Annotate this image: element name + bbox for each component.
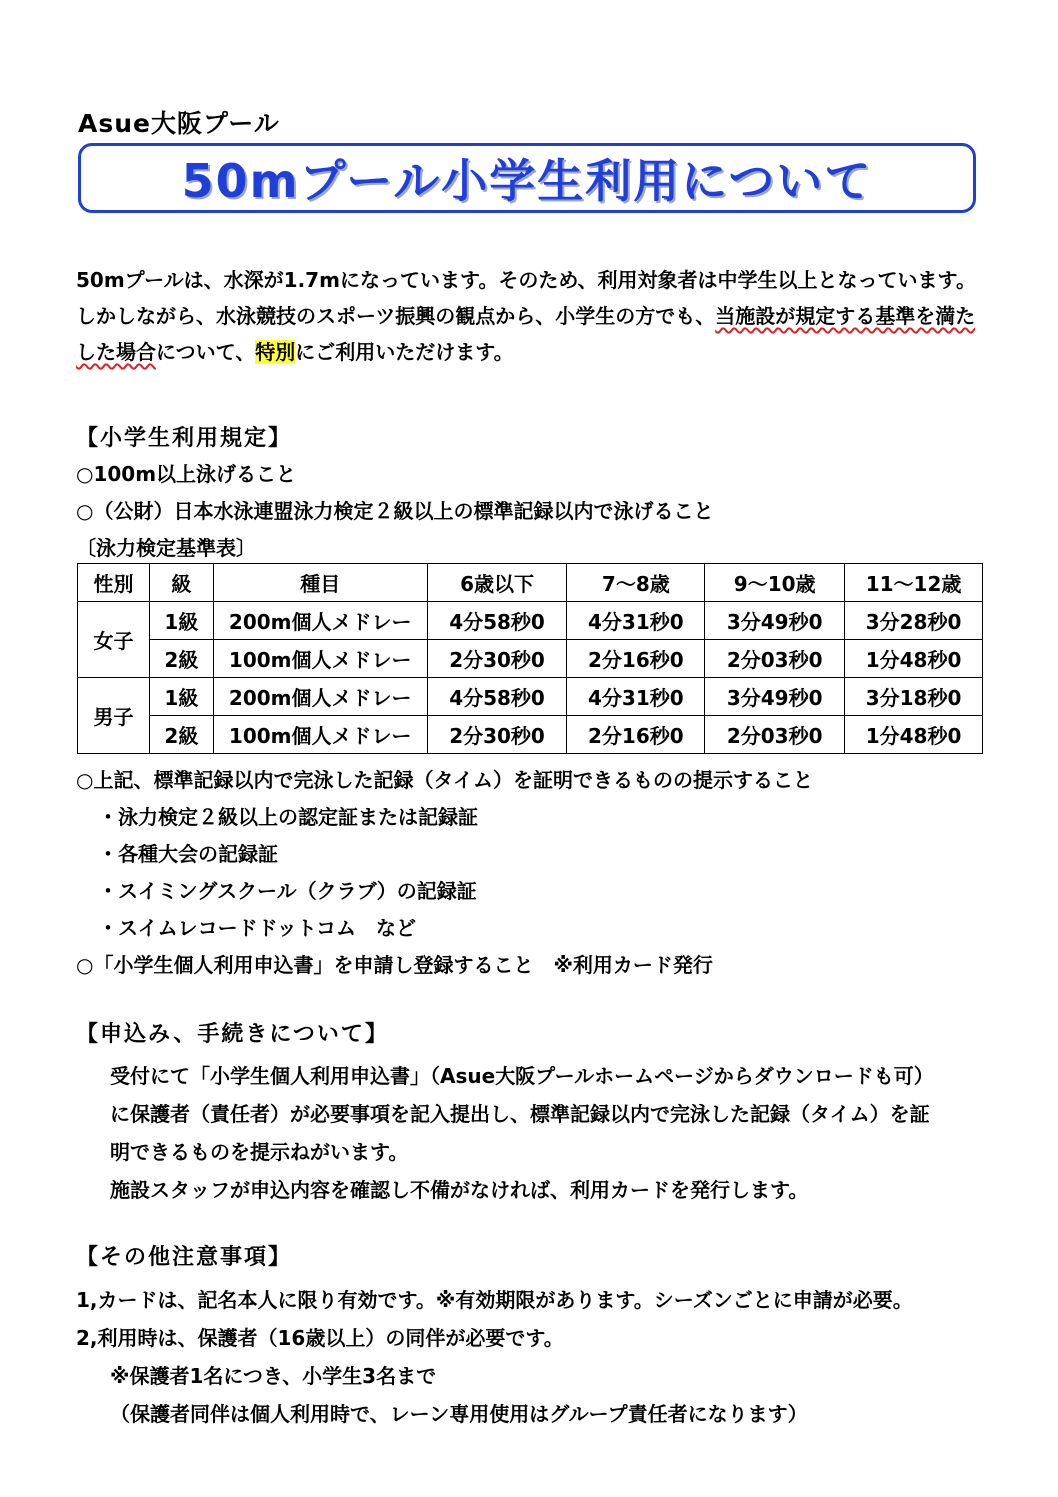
procedure-line-4: 施設スタッフが申込内容を確認し不備がなければ、利用カードを発行します。 (110, 1178, 809, 1202)
facility-name: Asue大阪プール (78, 109, 280, 138)
page-title: 50mプール小学生利用について (181, 154, 873, 208)
note-4: （保護者同伴は個人利用時で、レーン専用使用はグループ責任者になります） (110, 1402, 808, 1426)
table-cell: 1級 (149, 678, 213, 716)
rule-item-4: ○「小学生個人利用申込書」を申請し登録すること ※利用カード発行 (76, 953, 713, 977)
intro-wavy-text: 当施設が規定する基準を満たした場合 (76, 304, 976, 364)
proof-item-4: ・スイムレコードドットコム など (98, 916, 416, 940)
table-cell: 2分03秒0 (705, 716, 845, 754)
rule-item-1: ○100m以上泳げること (76, 462, 297, 486)
header-age-11-12: 11～12歳 (845, 564, 983, 602)
header-age-9-10: 9～10歳 (705, 564, 845, 602)
gender-cell: 女子 (78, 602, 150, 678)
table-cell: 200m個人メドレー (213, 602, 427, 640)
proof-item-2: ・各種大会の記録証 (98, 842, 278, 866)
table-header-row (78, 564, 983, 602)
rules-heading: 【小学生利用規定】 (76, 426, 293, 451)
intro-text-1: 50mプールは、水深が1.7mになっています。そのため、利用対象者は中学生以上となっています。しかしながら、水泳競技のスポーツ振興の観点から、小学生の方でも、 (76, 268, 976, 328)
table-cell: 4分31秒0 (567, 678, 705, 716)
table-cell: 2分16秒0 (567, 640, 705, 678)
table-cell: 2分03秒0 (705, 640, 845, 678)
table-cell: 4分31秒0 (567, 602, 705, 640)
title-box (78, 143, 976, 213)
table-cell: 2分16秒0 (567, 716, 705, 754)
intro-highlight: 特別 (255, 340, 296, 364)
gender-cell: 男子 (78, 678, 150, 754)
procedure-line-2: に保護者（責任者）が必要事項を記入提出し、標準記録以内で完泳した記録（タイム）を証 (110, 1102, 930, 1126)
rule-item-2: ○（公財）日本水泳連盟泳力検定２級以上の標準記録以内で泳げること (76, 499, 714, 523)
standard-table (77, 563, 983, 754)
table-row (78, 678, 983, 716)
header-age-7-8: 7～8歳 (567, 564, 705, 602)
table-row (78, 716, 983, 754)
table-cell: 2分30秒0 (427, 640, 567, 678)
table-cell: 3分28秒0 (845, 602, 983, 640)
table-cell: 100m個人メドレー (213, 640, 427, 678)
table-cell: 2級 (149, 640, 213, 678)
header-event: 種目 (213, 564, 427, 602)
proof-item-1: ・泳力検定２級以上の認定証または記録証 (98, 805, 478, 829)
procedure-heading: 【申込み、手続きについて】 (76, 1022, 389, 1047)
table-cell: 100m個人メドレー (213, 716, 427, 754)
note-2: 2,利用時は、保護者（16歳以上）の同伴が必要です。 (76, 1326, 564, 1350)
table-cell: 4分58秒0 (427, 602, 567, 640)
table-cell: 3分49秒0 (705, 678, 845, 716)
intro-text-2: について、 (156, 340, 256, 364)
note-1: 1,カードは、記名本人に限り有効です。※有効期限があります。シーズンごとに申請が必要。 (76, 1288, 913, 1312)
note-3: ※保護者1名につき、小学生3名まで (110, 1364, 437, 1388)
table-row (78, 602, 983, 640)
intro-text-3: にご利用いただけます。 (295, 340, 514, 364)
rule-item-3: ○上記、標準記録以内で完泳した記録（タイム）を証明できるものの提示すること (76, 768, 814, 792)
table-cell: 4分58秒0 (427, 678, 567, 716)
table-cell: 1級 (149, 602, 213, 640)
header-grade: 級 (149, 564, 213, 602)
table-cell: 2分30秒0 (427, 716, 567, 754)
proof-item-3: ・スイミングスクール（クラブ）の記録証 (98, 879, 477, 903)
header-gender: 性別 (78, 564, 150, 602)
table-cell: 3分49秒0 (705, 602, 845, 640)
header-age-6: 6歳以下 (427, 564, 567, 602)
procedure-line-3: 明できるものを提示ねがいます。 (110, 1140, 409, 1164)
table-cell: 1分48秒0 (845, 640, 983, 678)
table-cell: 2級 (149, 716, 213, 754)
table-row (78, 640, 983, 678)
table-cell: 200m個人メドレー (213, 678, 427, 716)
intro-paragraph (76, 262, 986, 370)
table-caption: 〔泳力検定基準表〕 (76, 536, 256, 560)
table-cell: 1分48秒0 (845, 716, 983, 754)
table-cell: 3分18秒0 (845, 678, 983, 716)
procedure-line-1: 受付にて「小学生個人利用申込書」（Asue大阪プールホームページからダウンロードも可） (110, 1064, 934, 1088)
notes-heading: 【その他注意事項】 (76, 1245, 293, 1270)
